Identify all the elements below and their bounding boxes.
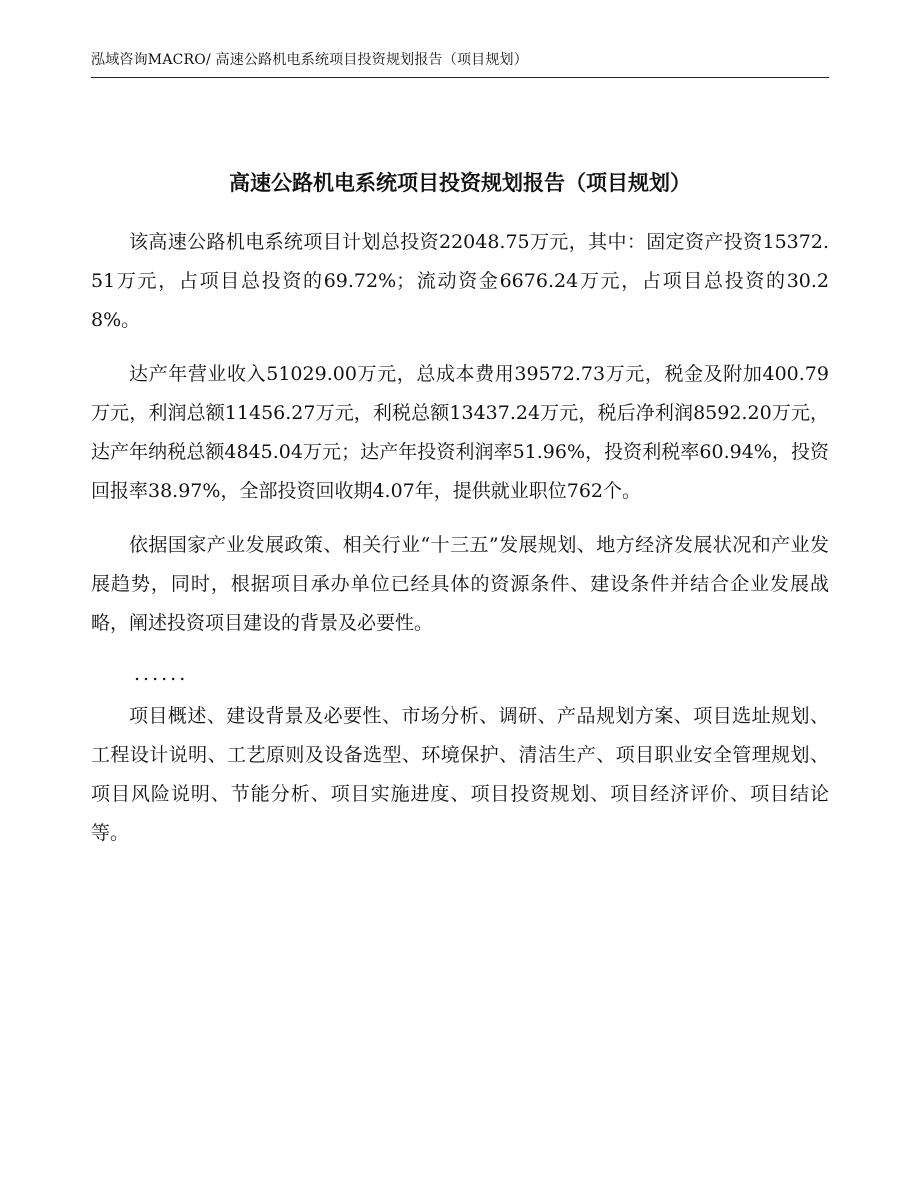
paragraph-financial-indicators: 达产年营业收入51029.00万元，总成本费用39572.73万元，税金及附加400.79万元，利润总额11456.27万元，利税总额13437.24万元，税后净利润8592.20万元，达产年纳税总额4845.04万元；达产年投资利润率51.96%，投资利税率60.94%，投资回报率38.97%，全部投资回收期4.07年，提供就业职位762个。 xyxy=(91,363,829,502)
header-divider xyxy=(91,77,829,78)
running-header: 泓域咨询MACRO/ 高速公路机电系统项目投资规划报告（项目规划） xyxy=(91,52,528,68)
paragraph-background: 依据国家产业发展政策、相关行业“十三五”发展规划、地方经济发展状况和产业发展趋势，同时，根据项目承办单位已经具体的资源条件、建设条件并结合企业发展战略，阐述投资项目建设的背景及必要性。 xyxy=(91,534,829,634)
paragraph-investment-summary: 该高速公路机电系统项目计划总投资22048.75万元，其中：固定资产投资15372.51万元，占项目总投资的69.72%；流动资金6676.24万元，占项目总投资的30.28%。 xyxy=(91,231,829,331)
document-body xyxy=(91,223,829,868)
paragraph-contents-list: 项目概述、建设背景及必要性、市场分析、调研、产品规划方案、项目选址规划、工程设计说明、工艺原则及设备选型、环境保护、清洁生产、项目职业安全管理规划、项目风险说明、节能分析、项目实施进度、项目投资规划、项目经济评价、项目结论等。 xyxy=(91,705,829,844)
ellipsis: ...... xyxy=(134,663,189,685)
document-title: 高速公路机电系统项目投资规划报告（项目规划） xyxy=(229,170,691,195)
